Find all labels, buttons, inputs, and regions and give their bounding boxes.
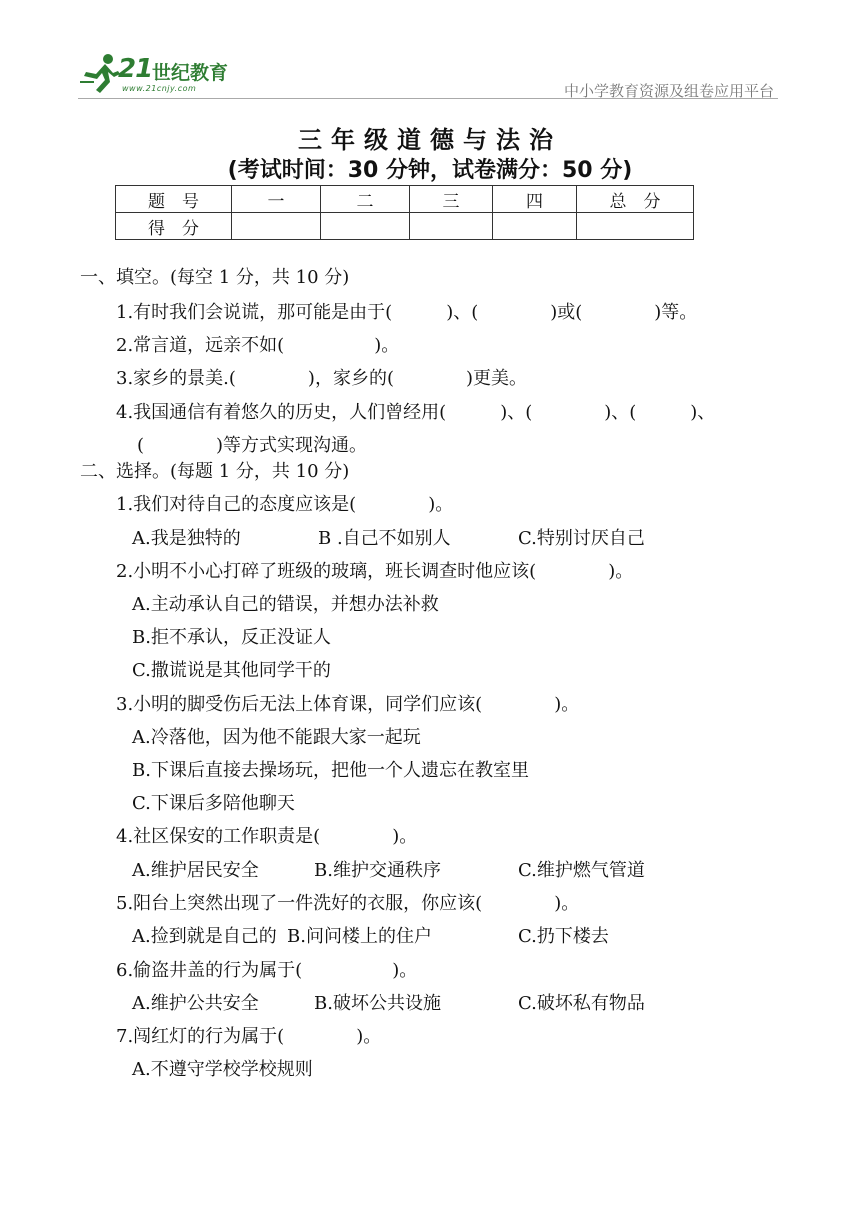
score-header-cell: 二 <box>321 186 410 213</box>
question: 1.我们对待自己的态度应该是( )。 <box>116 494 454 515</box>
option: A.冷落他，因为他不能跟大家一起玩 <box>132 727 421 748</box>
option: A.不遵守学校学校规则 <box>132 1059 313 1080</box>
option: A.主动承认自己的错误，并想办法补救 <box>132 594 439 615</box>
score-table <box>115 185 694 240</box>
option: C.撒谎说是其他同学干的 <box>132 660 331 681</box>
question: 2.小明不小心打碎了班级的玻璃，班长调查时他应该( )。 <box>116 561 634 582</box>
option: B.下课后直接去操场玩，把他一个人遗忘在教室里 <box>132 760 529 781</box>
score-row-label: 得 分 <box>116 213 232 240</box>
score-table-header-row <box>116 186 694 213</box>
score-cell[interactable] <box>232 213 321 240</box>
question: 3.家乡的景美.( )，家乡的( )更美。 <box>116 368 527 389</box>
option: C.下课后多陪他聊天 <box>132 793 295 814</box>
header-divider <box>78 98 778 99</box>
option: A.捡到就是自己的 <box>132 926 277 947</box>
option: B.维护交通秩序 <box>314 860 441 881</box>
question: 3.小明的脚受伤后无法上体育课，同学们应该( )。 <box>116 694 580 715</box>
exam-title: 三年级道德与法治 <box>298 126 562 154</box>
score-cell[interactable] <box>493 213 577 240</box>
score-header-cell: 总 分 <box>577 186 694 213</box>
option: B .自己不如别人 <box>318 528 451 549</box>
score-header-cell: 三 <box>410 186 493 213</box>
question: 4.社区保安的工作职责是( )。 <box>116 826 418 847</box>
option: B.问问楼上的住户 <box>287 926 432 947</box>
option: B.拒不承认，反正没证人 <box>132 627 331 648</box>
question: 6.偷盗井盖的行为属于( )。 <box>116 960 418 981</box>
option: A.维护公共安全 <box>132 993 259 1014</box>
section-heading: 一、填空。(每空 1 分，共 10 分) <box>80 267 350 288</box>
exam-subtitle: (考试时间：30 分钟，试卷满分：50 分) <box>227 158 633 183</box>
score-cell[interactable] <box>577 213 694 240</box>
logo-text: 世纪教育 <box>152 62 229 84</box>
logo-number: 21 <box>118 54 153 84</box>
platform-name: 中小学教育资源及组卷应用平台 <box>563 82 774 100</box>
logo <box>78 52 248 98</box>
option: C.扔下楼去 <box>518 926 609 947</box>
page-header <box>0 0 860 110</box>
score-header-cell: 题 号 <box>116 186 232 213</box>
score-cell[interactable] <box>410 213 493 240</box>
option: C.破坏私有物品 <box>518 993 645 1014</box>
question: 4.我国通信有着悠久的历史，人们曾经用( )、( )、( )、 <box>116 402 716 423</box>
score-header-cell: 一 <box>232 186 321 213</box>
question: 5.阳台上突然出现了一件洗好的衣服，你应该( )。 <box>116 893 580 914</box>
score-cell[interactable] <box>321 213 410 240</box>
score-table-score-row <box>116 213 694 240</box>
score-header-cell: 四 <box>493 186 577 213</box>
option: C.特别讨厌自己 <box>518 528 645 549</box>
question: 7.闯红灯的行为属于( )。 <box>116 1026 382 1047</box>
option: B.破坏公共设施 <box>314 993 441 1014</box>
question: 1.有时我们会说谎，那可能是由于( )、( )或( )等。 <box>116 302 698 323</box>
logo-url: www.21cnjy.com <box>122 84 197 93</box>
option: A.我是独特的 <box>132 528 241 549</box>
question: 2.常言道，远亲不如( )。 <box>116 335 400 356</box>
option: C.维护燃气管道 <box>518 860 645 881</box>
section-heading: 二、选择。(每题 1 分，共 10 分) <box>80 461 350 482</box>
option: A.维护居民安全 <box>132 860 259 881</box>
question-continuation: ( )等方式实现沟通。 <box>137 435 368 456</box>
